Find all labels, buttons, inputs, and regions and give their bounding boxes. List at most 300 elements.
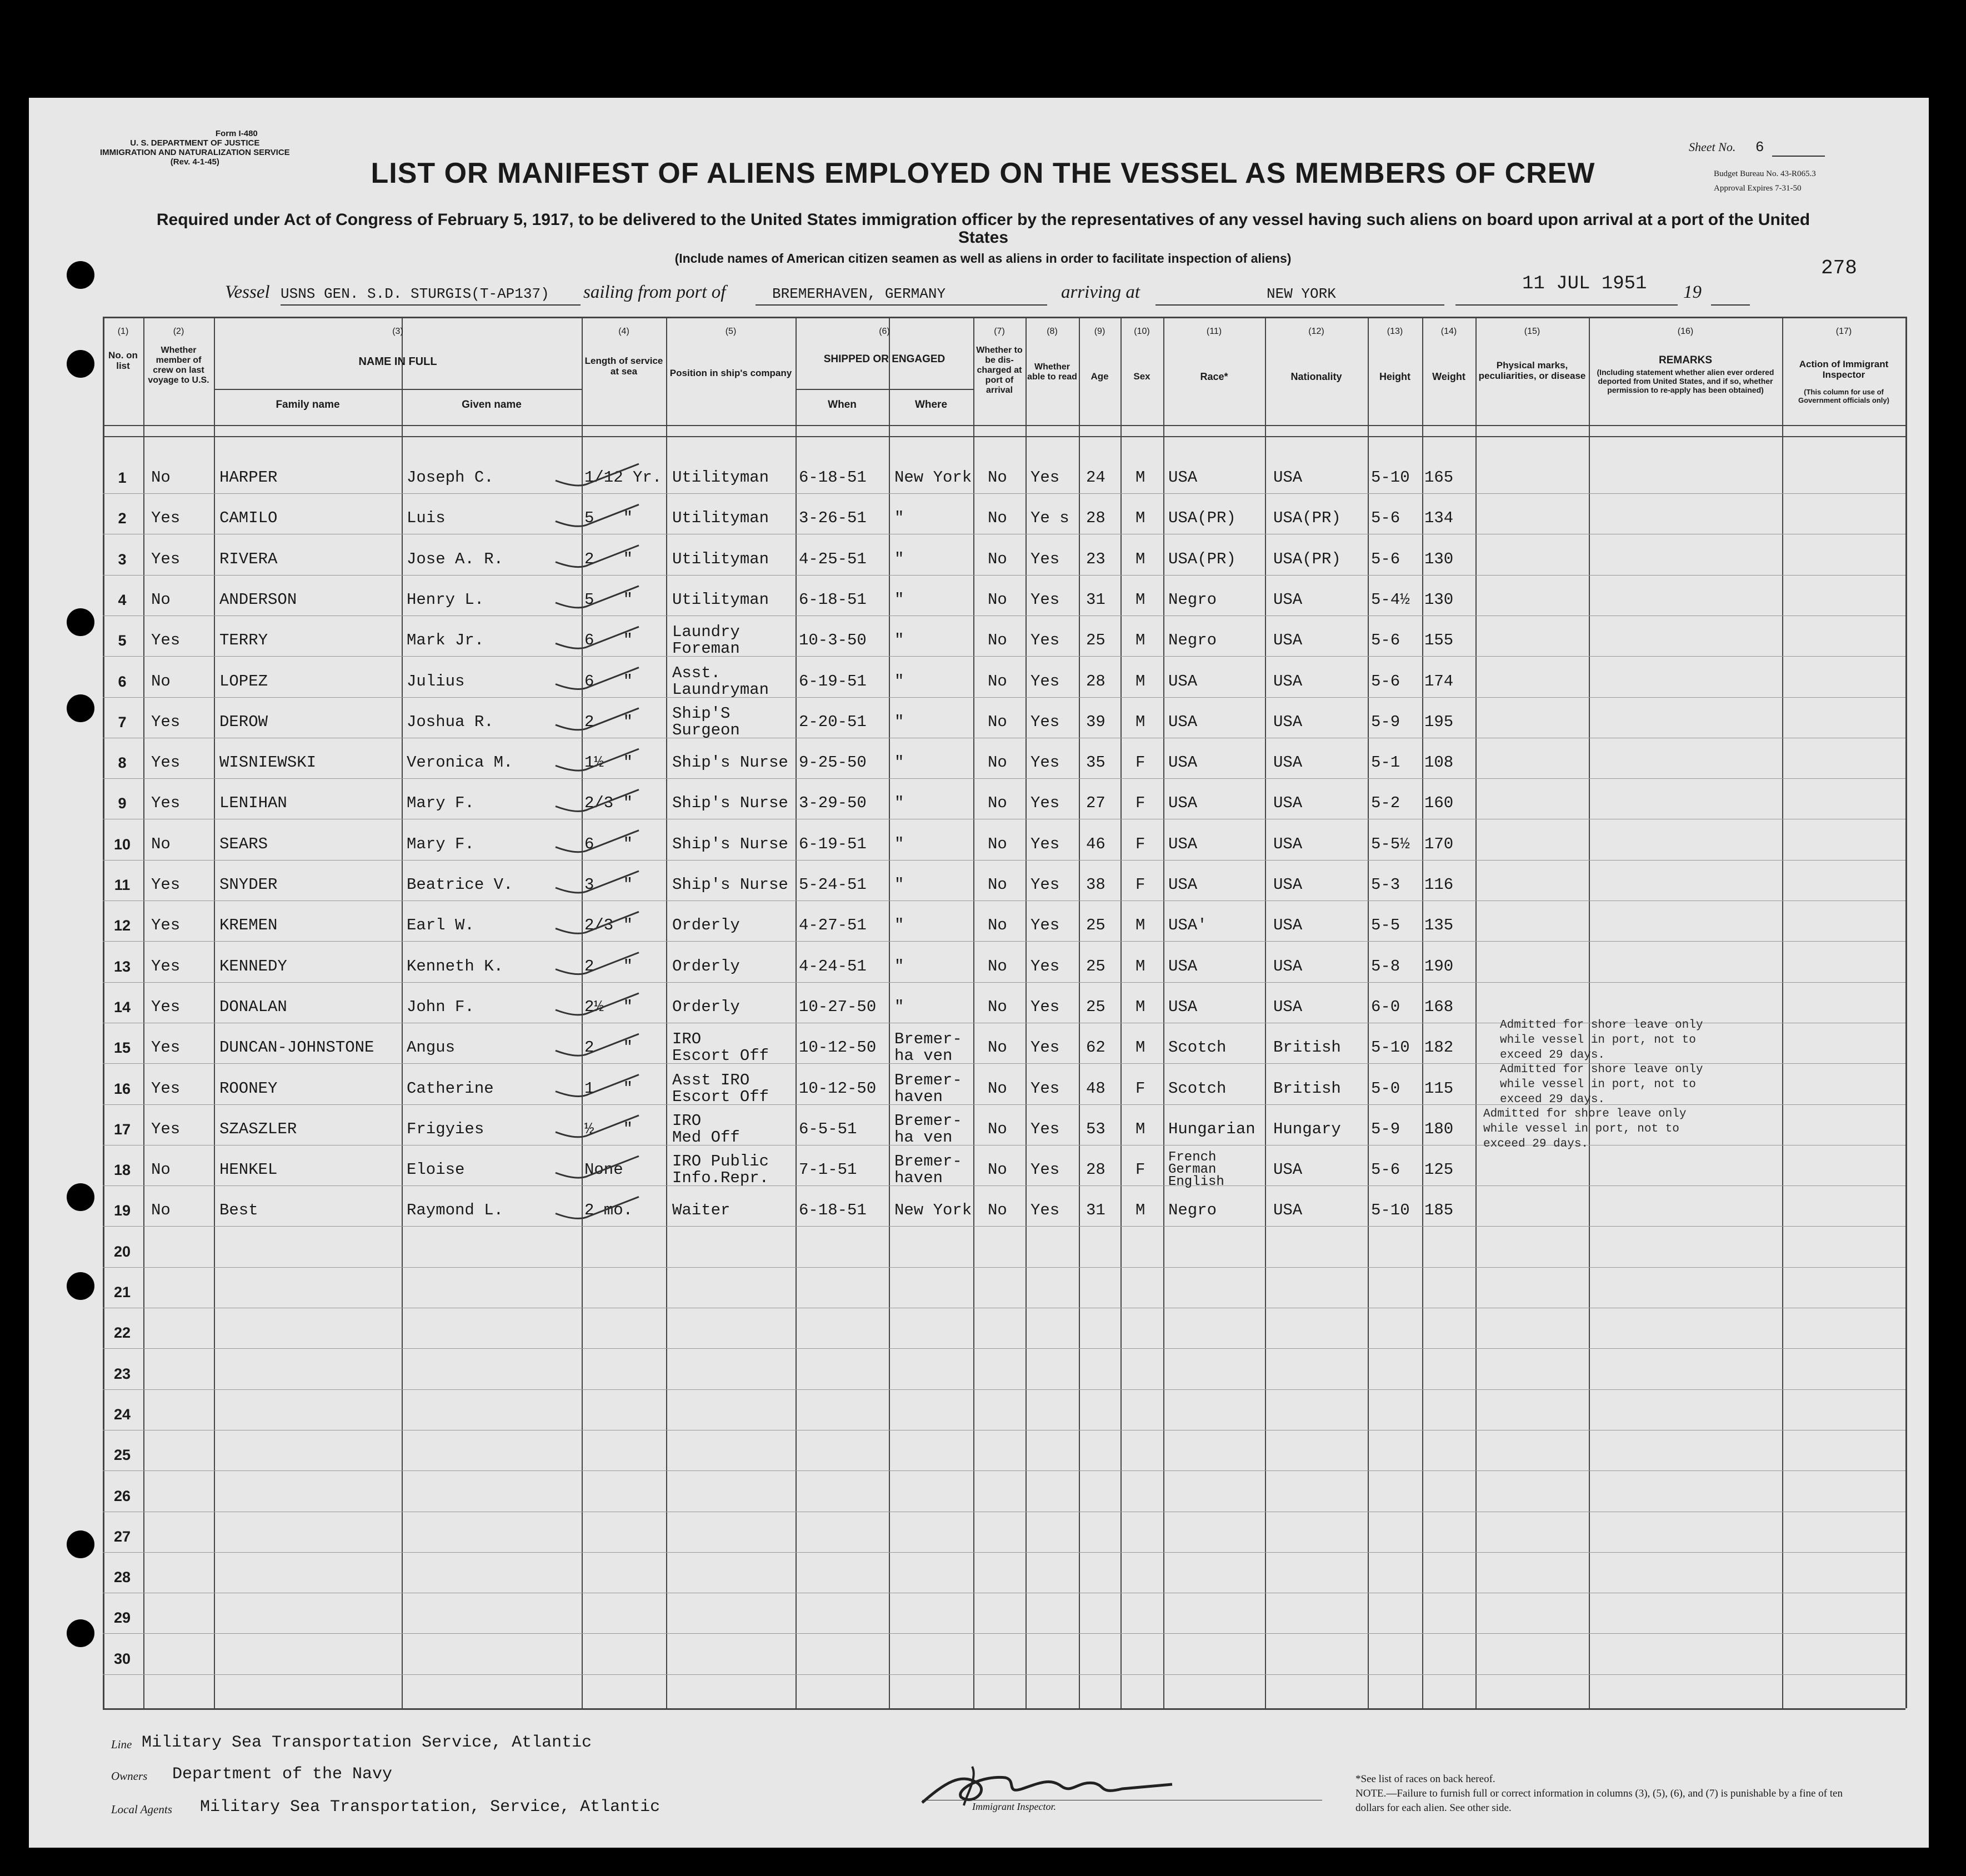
- header-nationality: Nationality: [1290, 371, 1342, 382]
- cell-race: USA: [1168, 753, 1198, 772]
- cell-prev: No: [151, 468, 171, 487]
- column-number-8: (8): [1047, 327, 1058, 336]
- cell-age: 25: [1086, 997, 1105, 1016]
- cell-age: 27: [1086, 794, 1105, 813]
- cell-family: LOPEZ: [219, 672, 268, 691]
- column-rule: [796, 317, 797, 1708]
- cell-nationality: USA: [1273, 590, 1303, 609]
- cell-height: 5-6: [1371, 509, 1400, 528]
- cell-nationality: USA: [1273, 753, 1303, 772]
- cell-service: ½ ": [584, 1119, 633, 1138]
- cell-prev: Yes: [151, 509, 181, 528]
- page-subtitle-note: (Include names of American citizen seamen as well as aliens in order to facilitate inspection of aliens): [674, 251, 1292, 266]
- cell-read: Yes: [1030, 1079, 1060, 1098]
- row-number: 29: [113, 1609, 131, 1627]
- header-weight: Weight: [1432, 371, 1465, 382]
- cell-prev: Yes: [151, 549, 181, 568]
- header-remarks: REMARKS: [1658, 354, 1713, 366]
- cell-height: 5-6: [1371, 631, 1400, 650]
- row-rule: [103, 1633, 1905, 1634]
- table-top-rule: [103, 317, 1905, 318]
- cell-weight: 115: [1424, 1079, 1454, 1098]
- cell-height: 5-6: [1371, 1160, 1400, 1179]
- subcolumn-rule: [402, 389, 403, 425]
- column-rule: [666, 317, 667, 1708]
- row-number: 23: [113, 1365, 131, 1382]
- row-number: 27: [113, 1528, 131, 1545]
- column-number-1: (1): [117, 327, 129, 336]
- cell-age: 53: [1086, 1119, 1105, 1138]
- cell-prev: No: [151, 672, 171, 691]
- cell-when: 6-19-51: [799, 834, 867, 853]
- cell-weight: 195: [1424, 712, 1454, 731]
- row-rule: [103, 982, 1905, 983]
- column-number-2: (2): [173, 327, 184, 336]
- row-number: 25: [113, 1447, 131, 1464]
- cell-discharged: No: [988, 753, 1007, 772]
- cell-position: Asst IRO Escort Off: [672, 1070, 769, 1106]
- cell-where: Bremer- haven: [894, 1152, 962, 1188]
- cell-nationality: USA(PR): [1273, 509, 1341, 528]
- cell-read: Yes: [1030, 1160, 1060, 1179]
- cell-service: 2 ": [584, 1038, 633, 1057]
- header-list-number: No. on list: [108, 350, 138, 371]
- cell-sex: M: [1135, 672, 1145, 691]
- column-rule: [889, 317, 890, 1708]
- cell-where: ": [894, 753, 904, 772]
- row-number: 12: [113, 917, 131, 934]
- cell-race: USA: [1168, 794, 1198, 813]
- agents-value: Military Sea Transportation, Service, Atlantic: [200, 1798, 661, 1817]
- column-rule: [1265, 317, 1266, 1708]
- cell-given: Frigyies: [407, 1119, 484, 1138]
- cell-given: Angus: [407, 1038, 456, 1057]
- cell-nationality: USA: [1273, 997, 1303, 1016]
- cell-where: New York: [894, 468, 972, 487]
- cell-sex: M: [1135, 1201, 1145, 1220]
- cell-nationality: USA: [1273, 631, 1303, 650]
- column-number-10: (10): [1134, 327, 1150, 336]
- cell-sex: M: [1135, 957, 1145, 975]
- column-number-5: (5): [725, 327, 737, 336]
- cell-nationality: USA: [1273, 1201, 1303, 1220]
- row-rule: [103, 860, 1905, 861]
- cell-weight: 116: [1424, 876, 1454, 894]
- cell-nationality: USA: [1273, 876, 1303, 894]
- column-number-14: (14): [1440, 327, 1457, 336]
- row-number: 5: [118, 632, 127, 649]
- cell-sex: F: [1135, 876, 1145, 894]
- cell-nationality: USA: [1273, 794, 1303, 813]
- row-number: 7: [118, 713, 127, 731]
- cell-position: Utilityman: [672, 549, 769, 568]
- cell-height: 5-5½: [1371, 834, 1410, 853]
- cell-read: Yes: [1030, 1038, 1060, 1057]
- cell-service: 1½ ": [584, 753, 633, 772]
- row-number: 9: [118, 795, 127, 812]
- cell-nationality: USA: [1273, 834, 1303, 853]
- column-rule: [1120, 317, 1122, 1708]
- cell-given: Kenneth K.: [407, 957, 504, 975]
- owners-label: Owners: [111, 1769, 148, 1783]
- cell-when: 2-20-51: [799, 712, 867, 731]
- cell-weight: 160: [1424, 794, 1454, 813]
- cell-position: IRO Med Off: [672, 1111, 740, 1147]
- cell-family: DEROW: [219, 712, 268, 731]
- cell-given: Veronica M.: [407, 753, 513, 772]
- cell-sex: F: [1135, 1160, 1145, 1179]
- cell-service: 2 ": [584, 712, 633, 731]
- cell-race: Negro: [1168, 590, 1217, 609]
- cell-when: 3-29-50: [799, 794, 867, 813]
- cell-age: 25: [1086, 916, 1105, 935]
- column-rule: [1422, 317, 1423, 1708]
- cell-discharged: No: [988, 631, 1007, 650]
- cell-read: Yes: [1030, 957, 1060, 975]
- row-number: 6: [118, 673, 127, 690]
- sailing-label: sailing from port of: [583, 282, 726, 302]
- cell-prev: No: [151, 1160, 171, 1179]
- cell-sex: M: [1135, 631, 1145, 650]
- column-number-15: (15): [1524, 327, 1540, 336]
- cell-height: 5-2: [1371, 794, 1400, 813]
- cell-family: RIVERA: [219, 549, 278, 568]
- cell-service: 6 ": [584, 631, 633, 650]
- cell-height: 5-5: [1371, 916, 1400, 935]
- cell-prev: Yes: [151, 1119, 181, 1138]
- cell-sex: M: [1135, 509, 1145, 528]
- cell-race: USA(PR): [1168, 549, 1236, 568]
- cell-when: 4-24-51: [799, 957, 867, 975]
- cell-where: Bremer- haven: [894, 1070, 962, 1106]
- row-number: 15: [113, 1039, 131, 1057]
- cell-height: 5-9: [1371, 712, 1400, 731]
- cell-family: KENNEDY: [219, 957, 287, 975]
- cell-where: ": [894, 712, 904, 731]
- cell-family: ANDERSON: [219, 590, 297, 609]
- cell-nationality: USA: [1273, 672, 1303, 691]
- cell-weight: 135: [1424, 916, 1454, 935]
- row-rule: [103, 1389, 1905, 1390]
- form-service: IMMIGRATION AND NATURALIZATION SERVICE: [100, 148, 290, 157]
- header-rule: [103, 425, 1905, 426]
- cell-where: ": [894, 631, 904, 650]
- cell-age: 48: [1086, 1079, 1105, 1098]
- cell-read: Yes: [1030, 549, 1060, 568]
- cell-discharged: No: [988, 712, 1007, 731]
- cell-prev: No: [151, 590, 171, 609]
- cell-age: 39: [1086, 712, 1105, 731]
- vessel-name: USNS GEN. S.D. STURGIS(T-AP137): [281, 286, 549, 302]
- column-rule: [1368, 317, 1369, 1708]
- row-number: 14: [113, 998, 131, 1015]
- cell-given: Mark Jr.: [407, 631, 484, 650]
- cell-height: 5-6: [1371, 549, 1400, 568]
- header-sex: Sex: [1133, 371, 1150, 382]
- cell-age: 38: [1086, 876, 1105, 894]
- cell-where: ": [894, 876, 904, 894]
- cell-discharged: No: [988, 1119, 1007, 1138]
- header-remarks-note: (Including statement whether alien ever ordered deported from United States, and if so, whether permission to re-apply has been obtained): [1597, 368, 1774, 394]
- cell-prev: Yes: [151, 957, 181, 975]
- cell-race: Negro: [1168, 1201, 1217, 1220]
- shore-leave-remark: Admitted for shore leave only while vessel in port, not to exceed 29 days.: [1500, 1019, 1703, 1062]
- cell-weight: 130: [1424, 549, 1454, 568]
- cell-position: Orderly: [672, 997, 740, 1016]
- cell-weight: 134: [1424, 509, 1454, 528]
- cell-given: John F.: [407, 997, 474, 1016]
- cell-discharged: No: [988, 672, 1007, 691]
- cell-age: 35: [1086, 753, 1105, 772]
- cell-height: 5-3: [1371, 876, 1400, 894]
- cell-when: 6-5-51: [799, 1119, 857, 1138]
- row-number: 20: [113, 1243, 131, 1260]
- agents-label: Local Agents: [111, 1803, 172, 1816]
- cell-read: Yes: [1030, 631, 1060, 650]
- cell-read: Yes: [1030, 753, 1060, 772]
- cell-position: Ship'S Surgeon: [672, 704, 740, 739]
- cell-service: 6 ": [584, 834, 633, 853]
- row-number: 30: [113, 1650, 131, 1667]
- column-number-3: (3): [392, 327, 403, 336]
- cell-position: Laundry Foreman: [672, 623, 740, 658]
- cell-race: USA': [1168, 916, 1207, 935]
- cell-race: USA: [1168, 957, 1198, 975]
- row-rule: [103, 778, 1905, 779]
- cell-when: 5-24-51: [799, 876, 867, 894]
- cell-discharged: No: [988, 794, 1007, 813]
- cell-position: IRO Escort Off: [672, 1030, 769, 1065]
- cell-sex: F: [1135, 794, 1145, 813]
- cell-position: Ship's Nurse: [672, 834, 788, 853]
- subcolumn-rule: [889, 389, 890, 425]
- cell-read: Yes: [1030, 834, 1060, 853]
- cell-sex: M: [1135, 590, 1145, 609]
- cell-read: Yes: [1030, 590, 1060, 609]
- cell-age: 25: [1086, 631, 1105, 650]
- cell-where: Bremer- ha ven: [894, 1111, 962, 1147]
- cell-age: 28: [1086, 1160, 1105, 1179]
- cell-family: CAMILO: [219, 509, 278, 528]
- cell-family: HENKEL: [219, 1160, 278, 1179]
- cell-nationality: British: [1273, 1038, 1341, 1057]
- cell-position: Orderly: [672, 916, 740, 935]
- cell-prev: Yes: [151, 753, 181, 772]
- cell-read: Ye s: [1030, 509, 1069, 528]
- cell-height: 5-0: [1371, 1079, 1400, 1098]
- row-rule: [103, 1267, 1905, 1268]
- row-number: 21: [113, 1284, 131, 1300]
- cell-when: 9-25-50: [799, 753, 867, 772]
- cell-weight: 125: [1424, 1160, 1454, 1179]
- cell-age: 24: [1086, 468, 1105, 487]
- cell-given: Eloise: [407, 1160, 465, 1179]
- subheader-rule: [214, 389, 582, 390]
- cell-given: Julius: [407, 672, 465, 691]
- cell-prev: Yes: [151, 1079, 181, 1098]
- header-given-name: Given name: [462, 399, 522, 411]
- binder-hole: [67, 694, 94, 722]
- shore-leave-remark: Admitted for shore leave only while vessel in port, not to exceed 29 days.: [1500, 1063, 1703, 1106]
- row-number: 17: [113, 1120, 131, 1138]
- header-position: Position in ship's company: [669, 368, 792, 378]
- cell-service: 1/12 Yr.: [584, 468, 662, 487]
- cell-family: ROONEY: [219, 1079, 278, 1098]
- cell-family: KREMEN: [219, 916, 278, 935]
- cell-discharged: No: [988, 916, 1007, 935]
- column-rule: [1905, 317, 1907, 1708]
- cell-weight: 168: [1424, 997, 1454, 1016]
- arriving-label: arriving at: [1061, 282, 1140, 302]
- cell-age: 46: [1086, 834, 1105, 853]
- cell-position: Asst. Laundryman: [672, 663, 769, 699]
- cell-service: 6 ": [584, 672, 633, 691]
- header-able-to-read: Whether able to read: [1027, 362, 1077, 382]
- sheet-number: Sheet No. 6: [1689, 139, 1764, 156]
- cell-weight: 190: [1424, 957, 1454, 975]
- cell-discharged: No: [988, 1038, 1007, 1057]
- cell-given: Mary F.: [407, 834, 474, 853]
- cell-prev: Yes: [151, 876, 181, 894]
- cell-read: Yes: [1030, 468, 1060, 487]
- row-number: 18: [113, 1162, 131, 1179]
- cell-read: Yes: [1030, 1119, 1060, 1138]
- cell-prev: Yes: [151, 916, 181, 935]
- cell-discharged: No: [988, 1079, 1007, 1098]
- cell-given: Henry L.: [407, 590, 484, 609]
- row-number: 3: [118, 551, 127, 568]
- cell-age: 25: [1086, 957, 1105, 975]
- column-rule: [1079, 317, 1080, 1708]
- cell-position: Utilityman: [672, 509, 769, 528]
- cell-weight: 130: [1424, 590, 1454, 609]
- row-number: 1: [118, 469, 127, 486]
- cell-family: SEARS: [219, 834, 268, 853]
- cell-where: New York: [894, 1201, 972, 1220]
- header-shipped-engaged: SHIPPED OR ENGAGED: [823, 353, 946, 365]
- cell-given: Joseph C.: [407, 468, 494, 487]
- cell-race: USA: [1168, 834, 1198, 853]
- cell-where: ": [894, 794, 904, 813]
- cell-weight: 170: [1424, 834, 1454, 853]
- cell-service: 2 mo.: [584, 1201, 633, 1220]
- cell-height: 5-6: [1371, 672, 1400, 691]
- cell-service: 2 ": [584, 549, 633, 568]
- cell-when: 7-1-51: [799, 1160, 857, 1179]
- row-rule: [103, 1226, 1905, 1227]
- header-inspector-note: (This column for use of Government officials only): [1798, 388, 1889, 404]
- row-rule: [103, 697, 1905, 698]
- row-number: 19: [113, 1202, 131, 1219]
- cell-race: Scotch: [1168, 1038, 1227, 1057]
- cell-age: 31: [1086, 1201, 1105, 1220]
- form-number: Form I-480: [215, 129, 258, 138]
- cell-service: 5 ": [584, 590, 633, 609]
- owners-value: Department of the Navy: [172, 1765, 393, 1784]
- cell-race: USA: [1168, 876, 1198, 894]
- cell-where: ": [894, 590, 904, 609]
- cell-weight: 108: [1424, 753, 1454, 772]
- cell-given: Jose A. R.: [407, 549, 504, 568]
- penalty-note: NOTE.—Failure to furnish full or correct information in columns (3), (5), (6), and (7) is punishable by a fine of ten dollars for each alien. See other side.: [1355, 1788, 1843, 1814]
- cell-service: 5 ": [584, 509, 633, 528]
- cell-when: 10-27-50: [799, 997, 877, 1016]
- row-number: 4: [118, 591, 127, 608]
- cell-nationality: USA(PR): [1273, 549, 1341, 568]
- row-number: 28: [113, 1569, 131, 1586]
- cell-read: Yes: [1030, 1201, 1060, 1220]
- cell-service: 2 ": [584, 957, 633, 975]
- cell-discharged: No: [988, 1201, 1007, 1220]
- column-number-13: (13): [1387, 327, 1403, 336]
- cell-nationality: USA: [1273, 712, 1303, 731]
- cell-height: 5-10: [1371, 468, 1410, 487]
- cell-prev: Yes: [151, 794, 181, 813]
- row-number: 16: [113, 1080, 131, 1097]
- cell-sex: M: [1135, 712, 1145, 731]
- cell-when: 10-12-50: [799, 1079, 877, 1098]
- page-title: LIST OR MANIFEST OF ALIENS EMPLOYED ON THE VESSEL AS MEMBERS OF CREW: [371, 157, 1595, 189]
- cell-height: 5-9: [1371, 1119, 1400, 1138]
- cell-when: 10-12-50: [799, 1038, 877, 1057]
- inspector-label: Immigrant Inspector.: [972, 1801, 1056, 1812]
- year-label: 19: [1683, 282, 1702, 302]
- cell-family: SZASZLER: [219, 1119, 297, 1138]
- cell-service: 2/3 ": [584, 794, 633, 813]
- cell-where: ": [894, 672, 904, 691]
- header-discharged: Whether to be dis-charged at port of arrival: [976, 346, 1023, 395]
- cell-given: Joshua R.: [407, 712, 494, 731]
- cell-where: ": [894, 957, 904, 975]
- cell-discharged: No: [988, 590, 1007, 609]
- header-inspector-action: Action of Immigrant Inspector: [1799, 359, 1889, 380]
- cell-given: Earl W.: [407, 916, 474, 935]
- column-number-4: (4): [618, 327, 629, 336]
- row-number: 26: [113, 1487, 131, 1504]
- row-rule: [103, 1470, 1905, 1471]
- cell-discharged: No: [988, 957, 1007, 975]
- row-rule: [103, 1674, 1905, 1675]
- cell-height: 5-10: [1371, 1038, 1410, 1057]
- cell-prev: Yes: [151, 712, 181, 731]
- cell-family: DUNCAN-JOHNSTONE: [219, 1038, 374, 1057]
- cell-when: 6-19-51: [799, 672, 867, 691]
- cell-race: Hungarian: [1168, 1119, 1255, 1138]
- cell-sex: M: [1135, 1038, 1145, 1057]
- cell-when: 6-18-51: [799, 1201, 867, 1220]
- cell-family: LENIHAN: [219, 794, 287, 813]
- column-rule: [582, 317, 583, 1708]
- row-number: 24: [113, 1405, 131, 1423]
- column-rule: [973, 317, 974, 1708]
- date-stamp: 11 JUL 1951: [1522, 273, 1647, 294]
- row-number: 22: [113, 1324, 131, 1342]
- cell-position: Ship's Nurse: [672, 794, 788, 813]
- cell-read: Yes: [1030, 876, 1060, 894]
- column-rule: [214, 317, 215, 1708]
- cell-family: DONALAN: [219, 997, 287, 1016]
- column-number-12: (12): [1308, 327, 1324, 336]
- binder-hole: [67, 1530, 94, 1558]
- column-number-7: (7): [994, 327, 1005, 336]
- cell-sex: M: [1135, 468, 1145, 487]
- cell-position: Orderly: [672, 957, 740, 975]
- cell-where: ": [894, 834, 904, 853]
- row-number: 10: [113, 836, 131, 853]
- column-number-17: (17): [1835, 327, 1852, 336]
- row-number: 2: [118, 510, 127, 527]
- binder-hole: [67, 1619, 94, 1647]
